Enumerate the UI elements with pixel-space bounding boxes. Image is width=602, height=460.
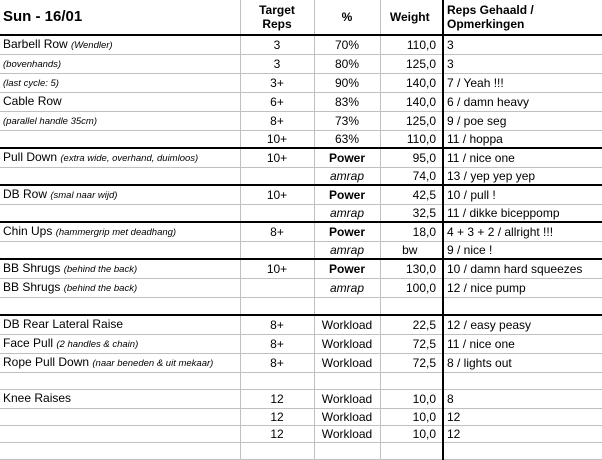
- weight-cell[interactable]: 72,5: [380, 354, 443, 373]
- weight-cell[interactable]: 22,5: [380, 315, 443, 335]
- remarks-cell[interactable]: 3: [443, 55, 602, 74]
- percent-cell[interactable]: Power: [314, 148, 380, 168]
- target-reps-cell[interactable]: [240, 242, 314, 260]
- remarks-header-line2: Opmerkingen: [447, 17, 525, 31]
- percent-cell[interactable]: 70%: [314, 35, 380, 55]
- percent-cell[interactable]: 73%: [314, 112, 380, 131]
- percent-cell[interactable]: Workload: [314, 354, 380, 373]
- exercise-name: BB Shrugs: [3, 261, 61, 275]
- weight-cell[interactable]: 125,0: [380, 112, 443, 131]
- weight-cell[interactable]: 95,0: [380, 148, 443, 168]
- exercise-note: (hammergrip met deadhang): [55, 227, 177, 238]
- weight-cell[interactable]: 18,0: [380, 222, 443, 242]
- percent-cell[interactable]: Power: [314, 222, 380, 242]
- percent-cell[interactable]: amrap: [314, 242, 380, 260]
- weight-cell[interactable]: 140,0: [380, 74, 443, 93]
- table-row: [0, 315, 602, 335]
- weight-cell[interactable]: 72,5: [380, 335, 443, 354]
- target-reps-cell[interactable]: 8+: [240, 315, 314, 335]
- exercise-cell[interactable]: [0, 354, 240, 373]
- target-reps-cell[interactable]: 10+: [240, 185, 314, 205]
- remarks-cell[interactable]: 7 / Yeah !!!: [443, 74, 602, 93]
- remarks-cell[interactable]: 4 + 3 + 2 / allright !!!: [443, 222, 602, 242]
- remarks-cell[interactable]: 9 / poe seg: [443, 112, 602, 131]
- percent-cell[interactable]: 63%: [314, 131, 380, 149]
- target-reps-header[interactable]: [240, 0, 314, 35]
- percent-cell[interactable]: 90%: [314, 74, 380, 93]
- table-row: [0, 112, 602, 131]
- target-reps-cell[interactable]: [240, 205, 314, 223]
- exercise-cell[interactable]: [0, 259, 240, 279]
- exercise-cell[interactable]: [0, 409, 240, 426]
- weight-cell[interactable]: 10,0: [380, 409, 443, 426]
- table-row: [0, 259, 602, 279]
- table-row: [0, 426, 602, 443]
- weight-cell[interactable]: 110,0: [380, 35, 443, 55]
- weight-cell[interactable]: 74,0: [380, 168, 443, 186]
- percent-cell[interactable]: 83%: [314, 93, 380, 112]
- exercise-cell[interactable]: [0, 373, 240, 390]
- weight-cell[interactable]: 110,0: [380, 131, 443, 149]
- exercise-note: (parallel handle 35cm): [3, 116, 97, 127]
- table-row: [0, 443, 602, 460]
- exercise-name: Rope Pull Down: [3, 355, 90, 369]
- percent-cell[interactable]: Workload: [314, 409, 380, 426]
- percent-cell[interactable]: amrap: [314, 168, 380, 186]
- exercise-cell[interactable]: [0, 55, 240, 74]
- weight-cell[interactable]: [380, 298, 443, 316]
- exercise-note: (2 handles & chain): [56, 339, 139, 350]
- target-reps-cell[interactable]: 8+: [240, 222, 314, 242]
- remarks-header-line1: Reps Gehaald /: [447, 3, 534, 17]
- exercise-note: (naar beneden & uit mekaar): [92, 358, 214, 369]
- target-reps-cell[interactable]: 6+: [240, 93, 314, 112]
- percent-cell[interactable]: 80%: [314, 55, 380, 74]
- weight-cell[interactable]: 32,5: [380, 205, 443, 223]
- remarks-cell[interactable]: 10 / pull !: [443, 185, 602, 205]
- remarks-cell[interactable]: 8: [443, 390, 602, 409]
- percent-cell[interactable]: [314, 373, 380, 390]
- exercise-cell[interactable]: [0, 168, 240, 186]
- remarks-cell[interactable]: 8 / lights out: [443, 354, 602, 373]
- percent-header-label: %: [341, 10, 353, 24]
- weight-header[interactable]: [380, 0, 443, 35]
- percent-cell[interactable]: [314, 443, 380, 460]
- percent-cell[interactable]: Power: [314, 185, 380, 205]
- exercise-cell[interactable]: [0, 112, 240, 131]
- target-reps-cell[interactable]: 10+: [240, 131, 314, 149]
- table-row: [0, 205, 602, 223]
- target-reps-cell[interactable]: 8+: [240, 354, 314, 373]
- table-row: [0, 242, 602, 260]
- table-row: [0, 373, 602, 390]
- table-row: [0, 35, 602, 55]
- table-row: [0, 168, 602, 186]
- exercise-name: Knee Raises: [3, 391, 72, 405]
- table-row: [0, 279, 602, 298]
- exercise-name: DB Row: [3, 187, 48, 201]
- exercise-cell[interactable]: [0, 74, 240, 93]
- table-row: [0, 55, 602, 74]
- table-row: [0, 131, 602, 149]
- table-row: [0, 335, 602, 354]
- percent-cell[interactable]: [314, 298, 380, 316]
- target-reps-cell[interactable]: [240, 373, 314, 390]
- exercise-name: Face Pull: [3, 336, 54, 350]
- weight-cell[interactable]: [380, 373, 443, 390]
- exercise-cell[interactable]: [0, 443, 240, 460]
- weight-cell[interactable]: [380, 443, 443, 460]
- target-reps-cell[interactable]: 12: [240, 426, 314, 443]
- remarks-cell[interactable]: 11 / hoppa: [443, 131, 602, 149]
- target-reps-cell[interactable]: [240, 168, 314, 186]
- table-row: [0, 148, 602, 168]
- exercise-cell[interactable]: [0, 35, 240, 55]
- target-reps-cell[interactable]: 3: [240, 55, 314, 74]
- target-reps-header-line2: Reps: [262, 17, 292, 31]
- sheet-title: Sun - 16/01: [3, 8, 83, 25]
- exercise-cell[interactable]: [0, 222, 240, 242]
- header-row: [0, 0, 602, 35]
- exercise-cell[interactable]: [0, 148, 240, 168]
- weight-cell[interactable]: 42,5: [380, 185, 443, 205]
- target-reps-cell[interactable]: [240, 279, 314, 298]
- percent-cell[interactable]: amrap: [314, 205, 380, 223]
- exercise-cell[interactable]: [0, 298, 240, 316]
- percent-cell[interactable]: Workload: [314, 390, 380, 409]
- weight-cell[interactable]: 10,0: [380, 390, 443, 409]
- exercise-name: BB Shrugs: [3, 280, 61, 294]
- target-reps-cell[interactable]: 8+: [240, 112, 314, 131]
- exercise-cell[interactable]: [0, 205, 240, 223]
- remarks-cell[interactable]: 10 / damn hard squeezes: [443, 259, 602, 279]
- table-row: [0, 222, 602, 242]
- remarks-cell[interactable]: 11 / dikke biceppomp: [443, 205, 602, 223]
- remarks-cell[interactable]: [443, 298, 602, 316]
- table-row: [0, 93, 602, 112]
- remarks-cell[interactable]: 6 / damn heavy: [443, 93, 602, 112]
- table-row: [0, 74, 602, 93]
- exercise-note: (bovenhands): [3, 59, 62, 70]
- exercise-note: (behind the back): [63, 283, 138, 294]
- target-reps-cell[interactable]: [240, 443, 314, 460]
- exercise-note: (Wendler): [71, 40, 113, 51]
- weight-cell[interactable]: 125,0: [380, 55, 443, 74]
- remarks-cell[interactable]: 12 / easy peasy: [443, 315, 602, 335]
- weight-cell[interactable]: 100,0: [380, 279, 443, 298]
- remarks-cell[interactable]: 11 / nice one: [443, 335, 602, 354]
- exercise-cell[interactable]: [0, 242, 240, 260]
- exercise-cell[interactable]: [0, 93, 240, 112]
- target-reps-cell[interactable]: 12: [240, 390, 314, 409]
- exercise-cell[interactable]: [0, 131, 240, 149]
- table-row: [0, 409, 602, 426]
- exercise-cell[interactable]: [0, 426, 240, 443]
- table-row: [0, 354, 602, 373]
- target-reps-cell[interactable]: 10+: [240, 148, 314, 168]
- exercise-name: Pull Down: [3, 150, 58, 164]
- remarks-cell[interactable]: 11 / nice one: [443, 148, 602, 168]
- percent-cell[interactable]: Workload: [314, 426, 380, 443]
- table-row: [0, 390, 602, 409]
- remarks-cell[interactable]: 12: [443, 409, 602, 426]
- remarks-cell[interactable]: 12 / nice pump: [443, 279, 602, 298]
- target-reps-header-line1: Target: [259, 3, 295, 17]
- exercise-name: Cable Row: [3, 94, 62, 108]
- remarks-cell[interactable]: 9 / nice !: [443, 242, 602, 260]
- exercise-note: (smal naar wijd): [50, 190, 118, 201]
- exercise-note: (behind the back): [63, 264, 138, 275]
- target-reps-cell[interactable]: 3+: [240, 74, 314, 93]
- weight-cell[interactable]: 10,0: [380, 426, 443, 443]
- remarks-cell[interactable]: 13 / yep yep yep: [443, 168, 602, 186]
- remarks-cell[interactable]: 3: [443, 35, 602, 55]
- exercise-name: DB Rear Lateral Raise: [3, 317, 124, 331]
- exercise-note: (last cycle: 5): [3, 78, 59, 89]
- exercise-name: Barbell Row: [3, 37, 68, 51]
- sheet-title-cell[interactable]: [0, 0, 240, 35]
- remarks-cell[interactable]: 12: [443, 426, 602, 443]
- remarks-cell[interactable]: [443, 443, 602, 460]
- remarks-cell[interactable]: [443, 373, 602, 390]
- table-row: [0, 185, 602, 205]
- weight-cell[interactable]: 130,0: [380, 259, 443, 279]
- percent-header[interactable]: [314, 0, 380, 35]
- percent-cell[interactable]: amrap: [314, 279, 380, 298]
- exercise-cell[interactable]: [0, 185, 240, 205]
- exercise-cell[interactable]: [0, 390, 240, 409]
- exercise-cell[interactable]: [0, 315, 240, 335]
- exercise-cell[interactable]: [0, 335, 240, 354]
- target-reps-cell[interactable]: 3: [240, 35, 314, 55]
- weight-header-label: Weight: [389, 10, 430, 24]
- percent-cell[interactable]: Workload: [314, 335, 380, 354]
- weight-cell[interactable]: bw: [380, 242, 443, 260]
- percent-cell[interactable]: Workload: [314, 315, 380, 335]
- exercise-note: (extra wide, overhand, duimloos): [60, 153, 199, 164]
- target-reps-cell[interactable]: [240, 298, 314, 316]
- percent-cell[interactable]: Power: [314, 259, 380, 279]
- remarks-header[interactable]: [443, 0, 602, 35]
- exercise-name: Chin Ups: [3, 224, 53, 238]
- target-reps-cell[interactable]: 10+: [240, 259, 314, 279]
- target-reps-cell[interactable]: 8+: [240, 335, 314, 354]
- target-reps-cell[interactable]: 12: [240, 409, 314, 426]
- table-row: [0, 298, 602, 316]
- exercise-cell[interactable]: [0, 279, 240, 298]
- weight-cell[interactable]: 140,0: [380, 93, 443, 112]
